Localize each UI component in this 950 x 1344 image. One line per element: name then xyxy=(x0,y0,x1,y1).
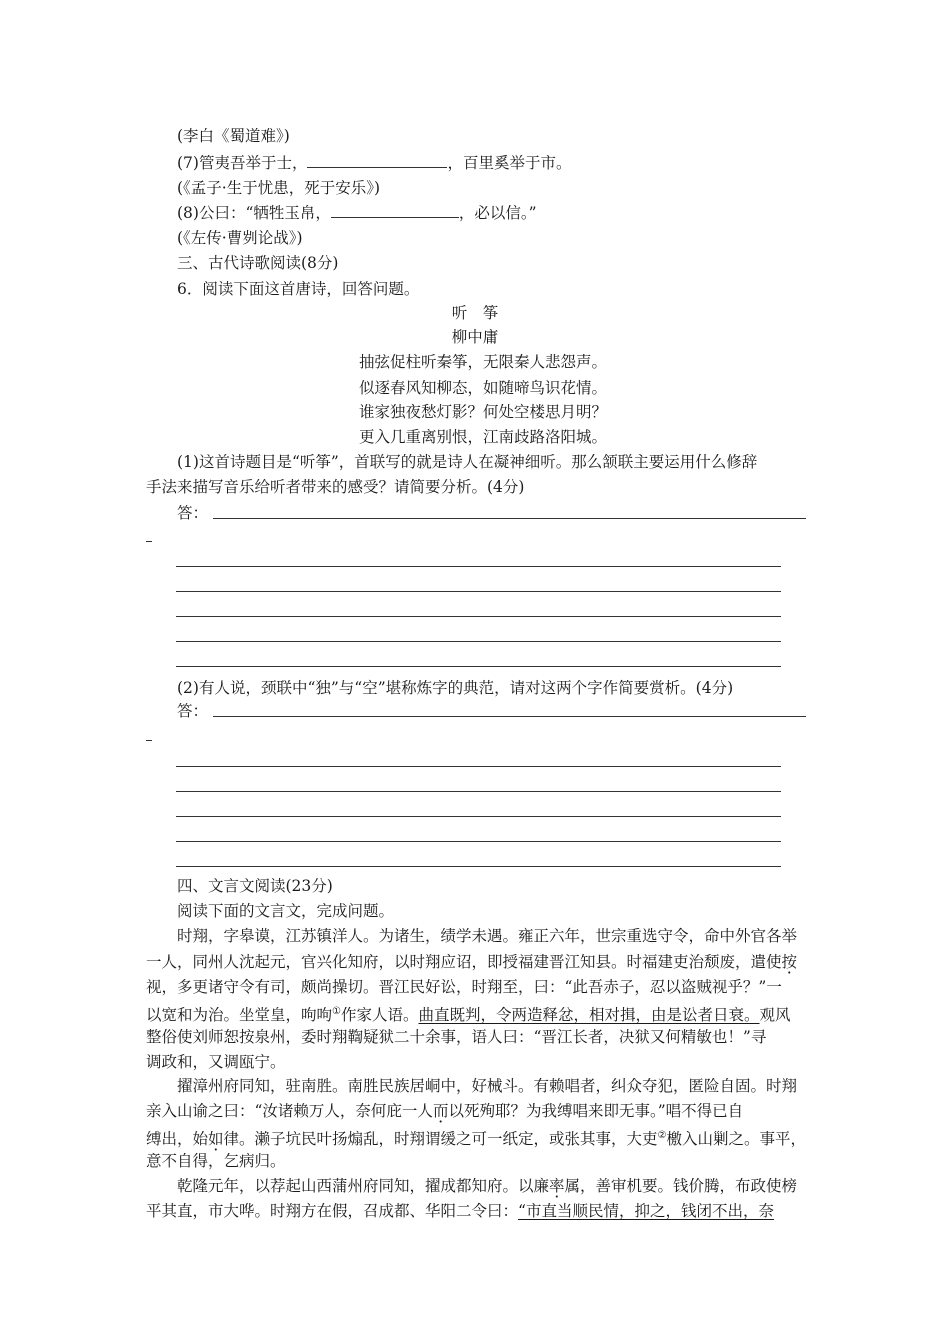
fill-blank-item-7 xyxy=(177,153,571,173)
question-6-2-line-1: (2)有人说，颈联中“独”与“空”堪称炼字的典范，请对这两个字作简要赏析。(4分) xyxy=(177,679,734,697)
passage-p1-line-1: 时翔，字皋谟，江苏镇洋人。为诸生，绩学未遇。雍正六年，世宗重选守令，命中外官各举 xyxy=(177,927,798,945)
passage-p1-line-5: 整俗使刘师恕按泉州，委时翔鞫疑狱二十余事，语人曰：“晋江长者，决狱又何精敏也！”寻 xyxy=(146,1028,767,1046)
passage-p3-line-1: 乾隆元年，以荐起山西蒲州府同知，擢成都知府。以廉率属，善审机要。钱价腾，布政使榜 xyxy=(177,1177,798,1195)
question-6-1-line-1: (1)这首诗题目是“听筝”，首联写的就是诗人在凝神细听。那么颔联主要运用什么修辞 xyxy=(177,453,758,471)
emphasis-dot-word: 如 xyxy=(208,1130,224,1149)
source-line-6: (李白《蜀道难》) xyxy=(177,127,290,145)
poem-line-2: 似逐春风知柳态，如随啼鸟识花情。 xyxy=(359,379,608,397)
poem-line-1: 抽弦促柱听秦筝，无限秦人悲怨声。 xyxy=(359,353,608,371)
source-line-8: (《左传·曹刿论战》) xyxy=(177,229,303,247)
answer-line[interactable] xyxy=(176,816,781,817)
passage-p3-line-2: 平其直，市大哗。时翔方在假，召成都、华阳二令曰：“市直当顺民情，抑之，钱闭不出，奈 xyxy=(146,1202,774,1220)
answer-line[interactable] xyxy=(176,866,781,867)
passage-p1-line-6: 调政和，又调瓯宁。 xyxy=(146,1053,286,1071)
passage-p1-line-4: 以宽和为治。坐堂皇，呴呴①作家人语。曲直既判，令两造释忿，相对揖，由是讼者日衰。观风 xyxy=(146,1006,791,1025)
answer-line[interactable] xyxy=(176,591,781,592)
answer-line[interactable] xyxy=(176,666,781,667)
answer-label-1: 答： xyxy=(177,504,209,522)
passage-p2-line-4: 意不自得，乞病归。 xyxy=(146,1152,286,1170)
poem-title: 听 筝 xyxy=(451,304,499,322)
answer-line[interactable] xyxy=(176,841,781,842)
answer-line[interactable] xyxy=(213,518,806,519)
underlined-sentence-1: 曲直既判，令两造释忿，相对揖，由是讼者日衰。 xyxy=(418,1006,760,1025)
classical-intro: 阅读下面的文言文，完成问题。 xyxy=(177,902,395,920)
emphasis-dot-word: 而 xyxy=(432,1102,449,1120)
answer-label-2: 答： xyxy=(177,702,209,720)
answer-line[interactable] xyxy=(176,641,781,642)
answer-blank-7[interactable] xyxy=(307,153,447,168)
item8-text-after: ，必以信。” xyxy=(458,204,537,222)
question-6-1-line-2: 手法来描写音乐给听者带来的感受？请简要分析。(4分) xyxy=(146,478,525,496)
stray-dash xyxy=(146,541,152,542)
underlined-sentence-2: “市直当顺民情，抑之，钱闭不出，奈 xyxy=(518,1202,774,1220)
poem-line-4: 更入几重离别恨，江南歧路洛阳城。 xyxy=(359,428,608,446)
section-heading-poetry: 三、古代诗歌阅读(8分) xyxy=(177,254,339,272)
answer-line[interactable] xyxy=(176,791,781,792)
stray-dash xyxy=(146,740,152,741)
poem-author: 柳中庸 xyxy=(451,328,499,346)
answer-blank-8[interactable] xyxy=(331,203,459,218)
answer-line[interactable] xyxy=(176,566,781,567)
passage-p1-line-3: 视，多更诸守令有司，颇尚操切。晋江民好讼，时翔至，曰：“此吾赤子，忍以盗贼视乎？”一 xyxy=(146,978,782,996)
answer-line[interactable] xyxy=(213,716,806,717)
item7-text-before: (7)管夷吾举于士， xyxy=(177,154,308,172)
passage-p1-line-2: 一人，同州人沈起元，官兴化知府，以时翔应诏，即授福建晋江知县。时福建吏治颓废，遣使按 xyxy=(146,953,798,971)
fill-blank-item-8 xyxy=(177,203,537,223)
answer-line[interactable] xyxy=(176,616,781,617)
passage-p2-line-2: 亲入山谕之曰：“汝诸赖万人，奈何庇一人而以死殉耶？为我缚唱来即无事。”唱不得已自 xyxy=(146,1102,744,1120)
poem-line-3: 谁家独夜愁灯影？何处空楼思月明？ xyxy=(359,403,608,421)
answer-line[interactable] xyxy=(176,766,781,767)
section-heading-classical: 四、文言文阅读(23分) xyxy=(177,877,333,895)
source-line-7: (《孟子·生于忧患，死于安乐》) xyxy=(177,179,381,197)
item7-text-after: ，百里奚举于市。 xyxy=(447,154,572,172)
question-6-intro: 6．阅读下面这首唐诗，回答问题。 xyxy=(177,280,420,298)
passage-p2-line-1: 擢漳州府同知，驻南胜。南胜民族居峒中，好械斗。有赖唱者，纠众夺犯，匿险自固。时翔 xyxy=(177,1077,798,1095)
footnote-marker-1: ① xyxy=(332,1006,341,1017)
emphasis-dot-word: 按 xyxy=(781,953,798,971)
footnote-marker-2: ② xyxy=(657,1130,667,1141)
passage-p2-line-3: 缚出，始如律。濑子坑民叶扬煽乱，时翔谓缓之可一纸定，或张其事，大吏②檄入山剿之。事平， xyxy=(146,1130,807,1149)
emphasis-dot-word: 率 xyxy=(549,1177,565,1195)
item8-text-before: (8)公曰：“牺牲玉帛， xyxy=(177,204,331,222)
